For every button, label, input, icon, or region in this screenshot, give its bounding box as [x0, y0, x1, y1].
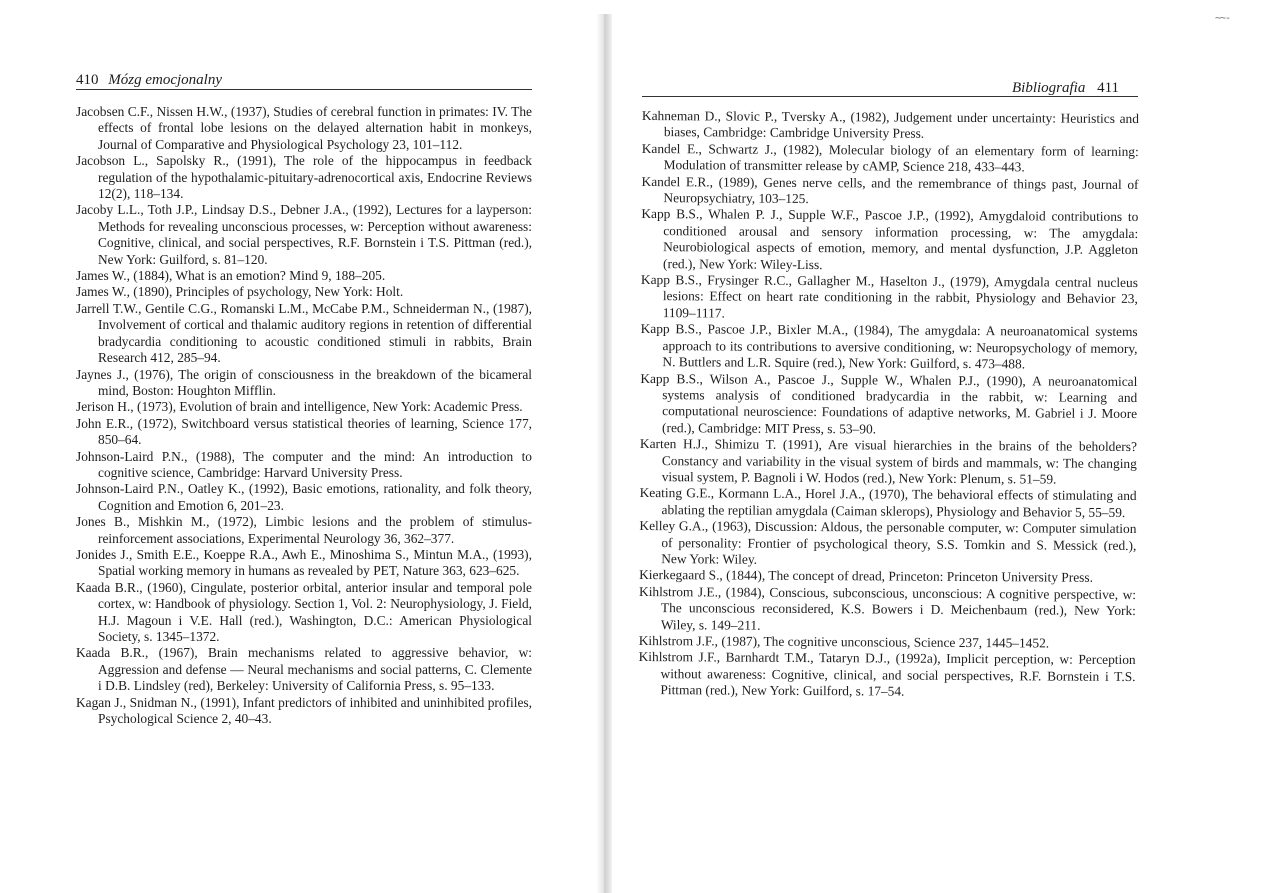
reference-entry: Jerison H., (1973), Evolution of brain and intelligence, New York: Academic Press.	[76, 399, 523, 415]
reference-entry: James W., (1890), Principles of psychology, New York: Holt.	[76, 284, 404, 300]
reference-entry: Kagan J., Snidman N., (1991), Infant predictors of inhibited and uninhibited profiles, Psychological Science 2, 40–43.	[76, 694, 532, 727]
reference-entry: Jarrell T.W., Gentile C.G., Romanski L.M., McCabe P.M., Schneiderman N., (1987), Involvement of cortical and thalamic auditory regions in retention of differential bradycardia conditioning to acoustic conditioned stimuli in rabbits, Brain Research 412, 285–94.	[76, 300, 532, 366]
reference-entry: Kaada B.R., (1967), Brain mechanisms related to aggressive behavior, w: Aggression and defense — Neural mechanisms and social patterns, C. Clemente i D.B. Lindsley (red), Berkeley: University of California Press, s. 95–133.	[76, 645, 532, 694]
left-page	[0, 0, 595, 893]
reference-entry: Johnson-Laird P.N., (1988), The computer and the mind: An introduction to cognitive science, Cambridge: Harvard University Press.	[76, 448, 532, 480]
reference-entry: James W., (1884), What is an emotion? Mind 9, 188–205.	[76, 268, 386, 284]
header-rule-right	[642, 96, 1138, 97]
page-number-left: 410	[76, 72, 99, 88]
scan-mark: ~~-	[1215, 13, 1231, 24]
reference-entry: Kapp B.S., Pascoe J.P., Bixler M.A., (1984), The amygdala: A neuroanatomical systems approach to its contributions to aversive conditioning, w: Neuropsychology of memory, N. Buttlers and L.R. Squire (red.), New York: Guilford, s. 473–488.	[640, 321, 1138, 372]
running-title-right: Bibliografia	[1012, 80, 1086, 96]
reference-entry: Kandel E., Schwartz J., (1982), Molecular biology of an elementary form of learning: Modulation of transmitter release by cAMP, Science 218, 433–443.	[641, 140, 1139, 175]
reference-entry: Kihlstrom J.F., (1987), The cognitive unconscious, Science 237, 1445–1452.	[638, 632, 1050, 651]
reference-entry: Kapp B.S., Whalen P. J., Supple W.F., Pascoe J.P., (1992), Amygdaloid contributions to conditioned arousal and sensory information processing, w: The amygdala: Neurobiological aspects of emotion, memory, and mental dysfunction, J.P. Aggleton (red.), New York: Wiley-Liss.	[641, 206, 1139, 272]
reference-entry: Johnson-Laird P.N., Oatley K., (1992), Basic emotions, rationality, and folk theory, Cognition and Emotion 6, 201–23.	[76, 481, 532, 513]
reference-entry: Kandel E.R., (1989), Genes nerve cells, and the remembrance of things past, Journal of Neuropsychiatry, 103–125.	[641, 173, 1139, 207]
reference-entry: Kihlstrom J.E., (1984), Conscious, subconscious, unconscious: A cognitive perspective, w: The unconscious reconsidered, K.S. Bowers i D. Meichenbaum (red.), New York: Wiley, s. 149–211.	[639, 583, 1137, 633]
right-page	[607, 0, 1266, 893]
reference-entry: Kierkegaard S., (1844), The concept of dread, Princeton: Princeton University Press.	[639, 567, 1093, 586]
right-page-header	[1012, 80, 1119, 97]
reference-entry: Jonides J., Smith E.E., Koeppe R.A., Awh E., Minoshima S., Mintun M.A., (1993), Spatial working memory in humans as revealed by PET, Nature 363, 623–625.	[76, 546, 532, 579]
reference-entry: Keating G.E., Kormann L.A., Horel J.A., (1970), The behavioral effects of stimulating and ablating the reptilian amygdala (Caiman sklerops), Physiology and Behavior 5, 55–59.	[639, 485, 1137, 520]
page-number-right: 411	[1097, 80, 1120, 96]
reference-entry: Kapp B.S., Wilson A., Pascoe J., Supple W., Whalen P.J., (1990), A neuroanatomical systems analysis of conditioned bradycardia in the rabbit, w: Learning and computational neuroscience: Foundations of adaptive networks, M. Gabriel i J. Moore (red.), Cambridge: MIT Press, s. 53–90.	[640, 370, 1138, 437]
left-page-header	[76, 72, 222, 89]
reference-entry: Jaynes J., (1976), The origin of consciousness in the breakdown of the bicameral mind, Boston: Houghton Mifflin.	[76, 366, 532, 398]
reference-entry: Jacobsen C.F., Nissen H.W., (1937), Studies of cerebral function in primates: IV. The effects of frontal lobe lesions on the delayed alternation habit in monkeys, Journal of Comparative and Physiological Psychology 23, 101–112.	[76, 104, 532, 152]
reference-entry: Kelley G.A., (1963), Discussion: Aldous, the personable computer, w: Computer simulation of personality: Frontier of psychological theory, S.S. Tomkin and S. Messick (red.), New York: Wiley.	[639, 518, 1137, 567]
reference-entry: Jones B., Mishkin M., (1972), Limbic lesions and the problem of stimulus-reinforcement associations, Experimental Neurology 36, 362–377.	[76, 514, 532, 546]
reference-list-left	[76, 104, 532, 727]
reference-entry: Jacoby L.L., Toth J.P., Lindsay D.S., Debner J.A., (1992), Lectures for a layperson: Methods for revealing unconscious processes, w: Perception without awareness: Cognitive, clinical, and social perspectives, R.F. Bornstein i T.S. Pittman (red.), New York: Guilford, s. 81–120.	[76, 202, 532, 267]
reference-entry: Karten H.J., Shimizu T. (1991), Are visual hierarchies in the brains of the beholders? Constancy and variability in the visual system of birds and mammals, w: The changing visual system, P. Bagnoli i W. Hodos (red.), New York: Plenum, s. 51–59.	[639, 436, 1137, 487]
reference-entry: Kahneman D., Slovic P., Tversky A., (1982), Judgement under uncertainty: Heuristics and biases, Cambridge: Cambridge University Press.	[641, 108, 1139, 142]
header-rule-left	[76, 89, 532, 90]
reference-entry: Jacobson L., Sapolsky R., (1991), The role of the hippocampus in feedback regulation of the hypothalamic-pituitary-adrenocortical axis, Endocrine Reviews 12(2), 118–134.	[76, 153, 532, 202]
reference-entry: John E.R., (1972), Switchboard versus statistical theories of learning, Science 177, 850–64.	[76, 415, 532, 448]
reference-entry: Kihlstrom J.F., Barnhardt T.M., Tataryn D.J., (1992a), Implicit perception, w: Perception without awareness: Cognitive, clinical, and social perspectives, R.F. Bornstein i T.S. Pittman (red.), New York: Guilford, s. 17–54.	[638, 649, 1136, 699]
reference-entry: Kapp B.S., Frysinger R.C., Gallagher M., Haselton J., (1979), Amygdala central nucleus lesions: Effect on heart rate conditioning in the rabbit, Physiology and Behavior 23, 1109–1117.	[640, 272, 1138, 321]
running-title-left: Mózg emocjonalny	[108, 72, 222, 88]
reference-list-right	[638, 108, 1139, 702]
reference-entry: Kaada B.R., (1960), Cingulate, posterior orbital, anterior insular and temporal pole cortex, w: Handbook of physiology. Section 1, Vol. 2: Neurophysiology, J. Field, H.J. Magoun i V.E. Hall (red.), Washington, D.C.: American Physiological Society, s. 1345–1372.	[76, 579, 532, 644]
